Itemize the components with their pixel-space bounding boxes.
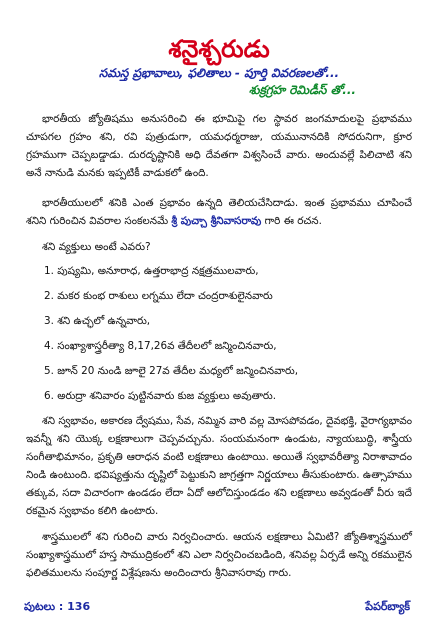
traits-paragraph: శని స్వభావం, అకారణ ద్వేషము, సేవ, నమ్మిన వారి వల్ల మోసపోవడం, దైవభక్తి, వైరాగ్యభావం ఇవన్నీ శని యొక్క లక్షణాలుగా చెప్పవచ్చును. సంయమనంగా ఉండుట, న్యాయబుద్ధి, శాస్త్రీయ సంగీతాభిమానం, ప్రకృతి ఆరాధన వంటి లక్షణాలు ఉంటాయి. అయితే స్వభావరీత్యా నిరాశావాదం నిండి ఉంటుంది. భవిష్యత్తును దృష్టిలో పెట్టుకుని జాగ్రత్తగా నిర్ణయాలు తీసుకుంటారు. ఉత్సాహము తక్కువ, సదా విచారంగా ఉండడం లేదా ఏదో ఆలోచిస్తుండడం శని లక్షణాలు అవ్వడంతో వీరు ఇదే రకమైన స్వభావం కలిగి ఉంటారు. [26,415,412,517]
credit-suffix: గారి ఈ రచన. [264,215,322,227]
section-question: శని వ్యక్తులు అంటే ఎవరు? [42,241,151,253]
list-item: 4. సంఖ్యాశాస్త్రరీత్యా 8,17,26వ తేదీలలో జన్మించినవారు, [44,340,277,352]
summary-paragraph: శాస్త్రములలో శని గురించి వారు నిర్వచించారు. ఆయన లక్షణాలు ఏమిటి? జ్యోతిశ్శాస్త్రములో సంఖ్యాశాస్త్రములో హస్త సాముద్రికంలో శని ఎలా నిర్వచించబడింది, శనివల్ల ఏర్పడే అన్ని రకములైన ఫలితములను సంపూర్ణ విశ్లేషణను అందించారు శ్రీనివాసరావు గారు. [26,531,412,579]
footer [24,600,410,616]
credit-text: భారతీయులలో శనికి ఎంత ప్రభావం ఉన్నది తెలియచేసిదాడు. ఇంత ప్రభావము చూపించే శనిని గురించిన వివరాల సంకలనమే [26,197,412,227]
page-subtitle: సమస్త ప్రభావాలు, ఫలితాలు - పూర్తి వివరణలతో... [98,66,340,80]
list-item: 3. శని ఉచ్ఛలో ఉన్నవారు, [44,315,151,327]
intro-paragraph: భారతీయ జ్యోతిషము అనుసరించి ఈ భూమిపై గల స్థావర జంగమాదులపై ప్రభావము చూపగల గ్రహం శని, రవి పుత్రుడుగా, యమధర్మరాజు, యమునానదికి సోదరునిగా, క్రూర గ్రహముగా చెప్పబడ్డాడు. దురదృష్టానికి అధి దేవతగా విశ్వసించే వారు. అందువల్లే పిలిచాటి శని అనే నానుడి మనకు ఇప్పటికీ వాడుకలో ఉంది. [26,113,412,179]
page-title: శనైశ్చరుడు [168,35,270,63]
list-item: 2. మకర కుంభ రాశులు లగ్నము లేదా చంద్రరాశులైనవారు [44,290,273,302]
article-body [26,110,412,582]
list-item: 5. జూన్ 20 నుండి జూలై 27వ తేదీల మధ్యలో జన్మించినవారు, [44,365,299,377]
list-item: 1. పుష్యమి, అనూరాధ, ఉత్తరాభాద్ర నక్షత్రములవారు, [44,265,259,277]
binding-type: పేపర్‌బ్యాక్ [365,600,410,613]
list-item: 6. అరుద్రా శనివారం పుట్టినవారు కుజ వ్యక్తులు అవుతారు. [44,390,276,402]
page-count: పుటలు : 136 [24,600,91,613]
author-name: శ్రీ పుచ్చా శ్రీనివాసరావు [171,215,262,227]
page-subtitle-remedies: శుక్రగ్రహ రెమిడీస్ తో... [248,83,356,97]
credit-paragraph [26,194,412,230]
criteria-list [26,262,412,406]
